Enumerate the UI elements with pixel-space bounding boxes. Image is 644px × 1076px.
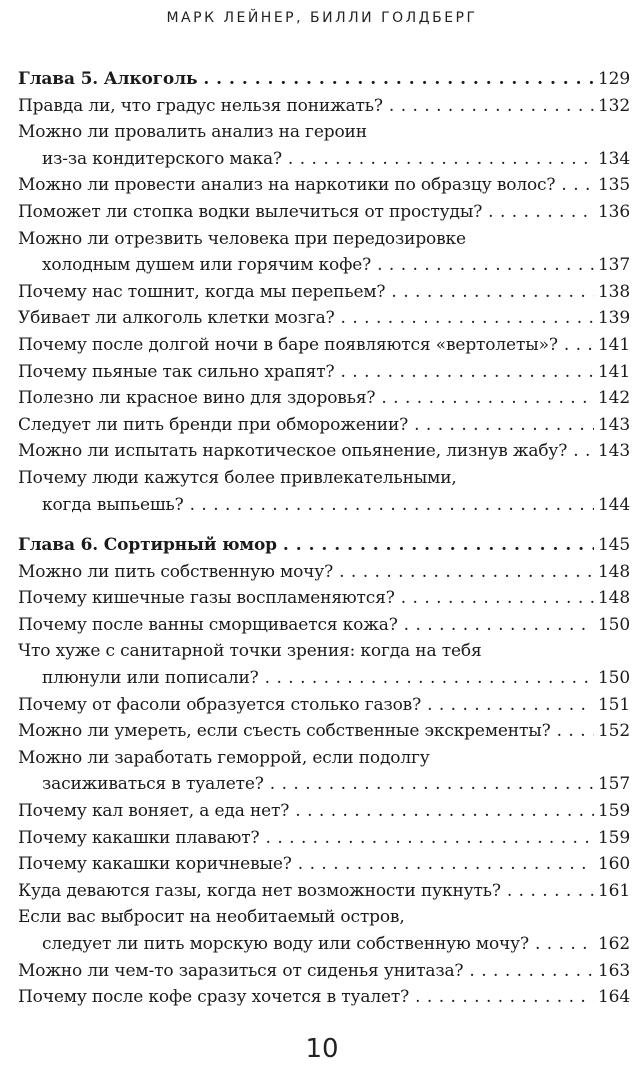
toc-entry[interactable] — [18, 492, 630, 519]
entry-page-number: 134 — [598, 148, 630, 169]
dot-leader — [391, 279, 594, 306]
dot-leader — [339, 559, 594, 586]
entry-page-number: 137 — [598, 255, 630, 276]
toc-entry[interactable] — [18, 438, 630, 465]
entry-title: из-за кондитерского мака? — [42, 148, 282, 169]
toc-entry[interactable] — [18, 385, 630, 412]
entry-page-number: 161 — [598, 880, 630, 901]
entry-title: Почему нас тошнит, когда мы перепьем? — [18, 281, 386, 302]
entry-title: Убивает ли алкоголь клетки мозга? — [18, 308, 335, 329]
toc-entry[interactable] — [18, 305, 630, 332]
chapter-heading[interactable] — [18, 532, 630, 559]
entry-page-number: 152 — [598, 721, 630, 742]
toc-entry-line[interactable]: Почему люди кажутся более привлекательными, — [18, 467, 457, 488]
dot-leader — [415, 984, 594, 1011]
table-of-contents — [18, 66, 630, 1011]
entry-title: следует ли пить морскую воду или собственную мочу? — [42, 934, 529, 954]
entry-title: когда выпьешь? — [42, 494, 184, 515]
toc-chapter-section — [18, 532, 630, 1011]
dot-leader — [190, 492, 594, 519]
dot-leader — [488, 199, 594, 226]
toc-entry[interactable] — [18, 798, 630, 825]
entry-title: Куда деваются газы, когда нет возможности пукнуть? — [18, 880, 501, 901]
entry-title: Почему кал воняет, а еда нет? — [18, 801, 290, 822]
toc-entry[interactable] — [18, 851, 630, 878]
entry-title: Следует ли пить бренди при обморожении? — [18, 414, 409, 435]
dot-leader — [535, 931, 594, 958]
dot-leader — [507, 878, 594, 905]
page-number: 10 — [305, 1034, 339, 1064]
entry-page-number: 148 — [598, 561, 630, 582]
entry-title: Почему после долгой ночи в баре появляются «вертолеты»? — [18, 334, 558, 355]
toc-entry[interactable] — [18, 412, 630, 439]
toc-entry[interactable] — [18, 199, 630, 226]
entry-title: Можно ли испытать наркотическое опьянение, лизнув жабу? — [18, 441, 568, 462]
entry-title: Полезно ли красное вино для здоровья? — [18, 388, 376, 409]
toc-entry[interactable] — [18, 252, 630, 279]
entry-title: холодным душем или горячим кофе? — [42, 255, 372, 276]
dot-leader — [401, 585, 594, 612]
toc-entry[interactable] — [18, 931, 630, 958]
toc-chapter-section — [18, 66, 630, 518]
entry-title: Можно ли чем-то заразиться от сиденья унитаза? — [18, 960, 464, 981]
dot-leader — [427, 692, 594, 719]
dot-leader — [341, 305, 594, 332]
toc-entry[interactable] — [18, 559, 630, 586]
dot-leader — [298, 851, 594, 878]
toc-entry-line[interactable]: Что хуже с санитарной точки зрения: когда на тебя — [18, 641, 482, 662]
entry-page-number: 162 — [598, 934, 630, 954]
entry-page-number: 138 — [598, 281, 630, 302]
entry-page-number: 142 — [598, 388, 630, 409]
dot-leader — [469, 958, 594, 985]
entry-title: Почему кишечные газы воспламеняются? — [18, 588, 395, 609]
dot-leader — [564, 332, 594, 359]
entry-page-number: 150 — [598, 614, 630, 635]
toc-entry-line[interactable]: Можно ли заработать геморрой, если подолгу — [18, 747, 430, 768]
toc-entry[interactable] — [18, 692, 630, 719]
dot-leader — [381, 385, 594, 412]
entry-title: Почему от фасоли образуется столько газов? — [18, 694, 422, 715]
entry-page-number: 157 — [598, 774, 630, 795]
dot-leader — [377, 252, 594, 279]
entry-page-number: 150 — [598, 668, 630, 689]
entry-title: Глава 6. Сортирный юмор — [18, 535, 277, 556]
toc-entry[interactable] — [18, 718, 630, 745]
running-header: МАРК ЛЕЙНЕР, БИЛЛИ ГОЛДБЕРГ — [166, 10, 478, 26]
dot-leader — [283, 532, 594, 559]
entry-title: Почему после ванны сморщивается кожа? — [18, 614, 398, 635]
entry-title: Почему какашки плавают? — [18, 827, 260, 848]
dot-leader — [557, 718, 594, 745]
toc-entry[interactable] — [18, 146, 630, 173]
dot-leader — [265, 665, 594, 692]
entry-page-number: 144 — [598, 494, 630, 515]
entry-title: Правда ли, что градус нельзя понижать? — [18, 95, 383, 116]
dot-leader — [573, 438, 594, 465]
entry-title: Глава 5. Алкоголь — [18, 69, 198, 89]
toc-entry-line[interactable]: Можно ли провалить анализ на героин — [18, 122, 367, 143]
toc-entry[interactable] — [18, 665, 630, 692]
toc-entry[interactable] — [18, 93, 630, 120]
dot-leader — [266, 825, 594, 852]
dot-leader — [288, 146, 594, 173]
entry-page-number: 141 — [598, 334, 630, 355]
entry-page-number: 151 — [598, 694, 630, 715]
entry-title: Почему какашки коричневые? — [18, 854, 292, 875]
entry-title: Можно ли провести анализ на наркотики по образцу волос? — [18, 175, 556, 196]
entry-title: Можно ли умереть, если съесть собственные экскременты? — [18, 721, 551, 742]
entry-page-number: 148 — [598, 588, 630, 609]
toc-entry[interactable] — [18, 825, 630, 852]
toc-entry[interactable] — [18, 279, 630, 306]
dot-leader — [295, 798, 594, 825]
toc-entry[interactable] — [18, 172, 630, 199]
toc-entry[interactable] — [18, 878, 630, 905]
entry-title: Поможет ли стопка водки вылечиться от простуды? — [18, 201, 483, 222]
entry-page-number: 136 — [598, 201, 630, 222]
toc-entry[interactable] — [18, 958, 630, 985]
entry-title: Можно ли пить собственную мочу? — [18, 561, 334, 582]
entry-page-number: 132 — [598, 95, 630, 116]
entry-page-number: 163 — [598, 960, 630, 981]
entry-title: плюнули или пописали? — [42, 668, 259, 689]
entry-page-number: 164 — [598, 987, 630, 1008]
entry-page-number: 160 — [598, 854, 630, 875]
toc-entry[interactable] — [18, 612, 630, 639]
entry-page-number: 135 — [598, 175, 630, 196]
entry-page-number: 145 — [598, 535, 630, 556]
entry-page-number: 159 — [598, 801, 630, 822]
entry-page-number: 141 — [598, 361, 630, 382]
dot-leader — [404, 612, 594, 639]
entry-page-number: 143 — [598, 414, 630, 435]
dot-leader — [270, 771, 594, 798]
entry-page-number: 129 — [598, 69, 630, 89]
toc-entry[interactable] — [18, 984, 630, 1011]
toc-entry[interactable] — [18, 585, 630, 612]
chapter-heading[interactable] — [18, 66, 630, 93]
toc-entry-line[interactable]: Можно ли отрезвить человека при передозировке — [18, 228, 466, 249]
dot-leader — [203, 66, 594, 93]
toc-entry-line[interactable]: Если вас выбросит на необитаемый остров, — [18, 907, 405, 928]
dot-leader — [389, 93, 594, 120]
entry-page-number: 143 — [598, 441, 630, 462]
toc-entry[interactable] — [18, 332, 630, 359]
entry-title: засиживаться в туалете? — [42, 774, 264, 795]
dot-leader — [340, 359, 594, 386]
entry-page-number: 139 — [598, 308, 630, 329]
entry-title: Почему после кофе сразу хочется в туалет? — [18, 987, 410, 1008]
entry-page-number: 159 — [598, 827, 630, 848]
dot-leader — [414, 412, 594, 439]
toc-entry[interactable] — [18, 359, 630, 386]
entry-title: Почему пьяные так сильно храпят? — [18, 361, 335, 382]
toc-entry[interactable] — [18, 771, 630, 798]
dot-leader — [561, 172, 594, 199]
